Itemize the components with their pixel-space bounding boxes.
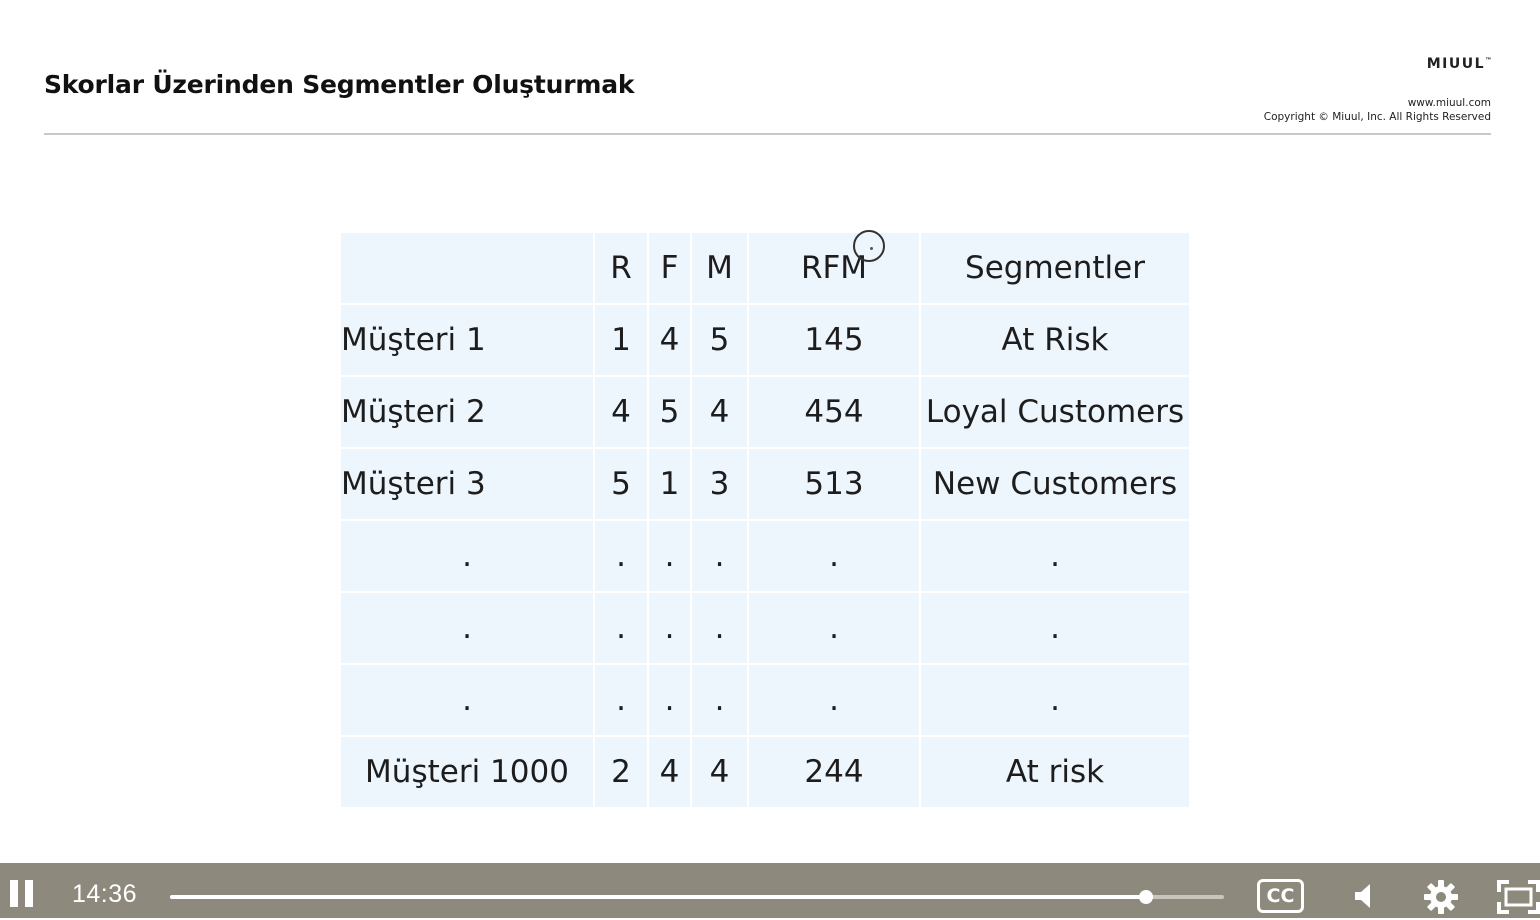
table-row <box>341 449 1189 519</box>
f-score-cell: 4 <box>649 305 690 375</box>
f-score-cell: 5 <box>649 377 690 447</box>
customer-name-cell: Müşteri 1 <box>341 305 593 375</box>
header-cell-rfm: RFM <box>749 233 919 303</box>
progress-fill <box>170 895 1146 899</box>
customer-name-cell: . <box>341 521 593 591</box>
progress-bar[interactable] <box>170 895 1224 899</box>
f-score-cell: 4 <box>649 737 690 807</box>
brand-logo <box>1427 56 1492 72</box>
header-cell-r: R <box>595 233 647 303</box>
header-divider <box>44 133 1491 135</box>
header-cell-m: M <box>692 233 747 303</box>
mouse-cursor-indicator <box>853 230 885 262</box>
segment-cell: At risk <box>921 737 1189 807</box>
m-score-cell: . <box>692 593 747 663</box>
customer-name-cell: . <box>341 665 593 735</box>
customer-name-cell: . <box>341 593 593 663</box>
closed-captions-button[interactable]: CC <box>1257 879 1304 913</box>
table-row-ellipsis <box>341 521 1189 591</box>
table-row-ellipsis <box>341 665 1189 735</box>
trademark-mark: ™ <box>1485 56 1492 65</box>
volume-icon <box>1352 881 1382 911</box>
segment-cell: . <box>921 593 1189 663</box>
pause-icon <box>10 880 18 907</box>
rfm-score-cell: 513 <box>749 449 919 519</box>
rfm-segment-table <box>339 231 1191 809</box>
segment-cell: New Customers <box>921 449 1189 519</box>
m-score-cell: 4 <box>692 737 747 807</box>
m-score-cell: . <box>692 665 747 735</box>
table-header-row <box>341 233 1189 303</box>
settings-button[interactable] <box>1422 878 1460 916</box>
r-score-cell: . <box>595 593 647 663</box>
rfm-score-cell: . <box>749 593 919 663</box>
fullscreen-button[interactable] <box>1497 880 1540 914</box>
volume-button[interactable] <box>1352 881 1382 911</box>
rfm-score-cell: 145 <box>749 305 919 375</box>
rfm-score-cell: . <box>749 665 919 735</box>
video-player-controls <box>0 863 1540 918</box>
brand-name: MIUUL <box>1426 56 1485 72</box>
f-score-cell: . <box>649 521 690 591</box>
current-time: 14:36 <box>72 880 138 908</box>
header-cell-segment: Segmentler <box>921 233 1189 303</box>
segment-cell: . <box>921 665 1189 735</box>
table-row <box>341 305 1189 375</box>
copyright-text: Copyright © Miuul, Inc. All Rights Reserved <box>1263 111 1491 123</box>
r-score-cell: . <box>595 665 647 735</box>
m-score-cell: 4 <box>692 377 747 447</box>
rfm-score-cell: 454 <box>749 377 919 447</box>
r-score-cell: . <box>595 521 647 591</box>
slide-title: Skorlar Üzerinden Segmentler Oluşturmak <box>44 70 635 99</box>
table-row-ellipsis <box>341 593 1189 663</box>
segment-cell: Loyal Customers <box>921 377 1189 447</box>
m-score-cell: 3 <box>692 449 747 519</box>
f-score-cell: . <box>649 593 690 663</box>
r-score-cell: 5 <box>595 449 647 519</box>
website-text: www.miuul.com <box>1407 97 1491 109</box>
pause-icon-bar <box>25 880 33 907</box>
f-score-cell: 1 <box>649 449 690 519</box>
customer-name-cell: Müşteri 2 <box>341 377 593 447</box>
f-score-cell: . <box>649 665 690 735</box>
r-score-cell: 1 <box>595 305 647 375</box>
rfm-score-cell: 244 <box>749 737 919 807</box>
table-row <box>341 377 1189 447</box>
r-score-cell: 4 <box>595 377 647 447</box>
fullscreen-icon <box>1497 880 1540 914</box>
pause-button[interactable] <box>8 880 36 908</box>
customer-name-cell: Müşteri 1000 <box>341 737 593 807</box>
table-row <box>341 737 1189 807</box>
rfm-score-cell: . <box>749 521 919 591</box>
r-score-cell: 2 <box>595 737 647 807</box>
header-cell-f: F <box>649 233 690 303</box>
m-score-cell: 5 <box>692 305 747 375</box>
header-cell-name <box>341 233 593 303</box>
progress-scrubber-handle[interactable] <box>1139 890 1153 904</box>
m-score-cell: . <box>692 521 747 591</box>
customer-name-cell: Müşteri 3 <box>341 449 593 519</box>
segment-cell: At Risk <box>921 305 1189 375</box>
settings-gear-icon <box>1422 878 1460 916</box>
segment-cell: . <box>921 521 1189 591</box>
